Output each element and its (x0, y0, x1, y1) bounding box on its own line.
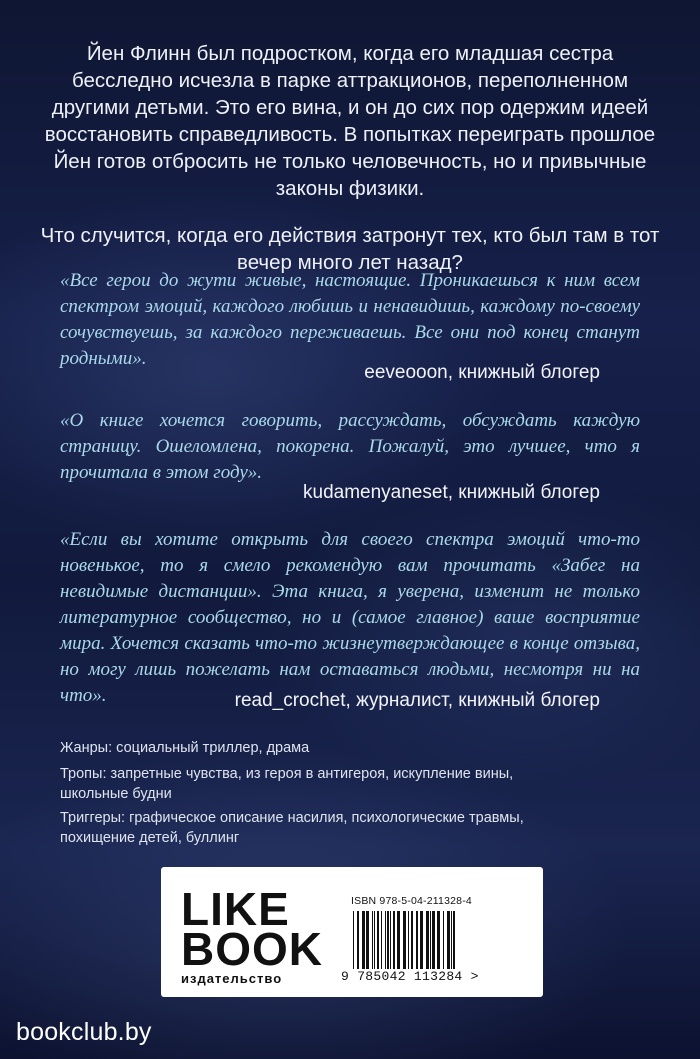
barcode-bar (387, 911, 389, 969)
isbn-label: ISBN 978-5-04-211328-4 (351, 895, 472, 907)
barcode-bar (453, 911, 455, 969)
barcode-bar (390, 911, 391, 969)
barcode-bar (408, 911, 409, 969)
book-blurb (40, 40, 660, 276)
genres-line: Жанры: социальный триллер, драма (60, 740, 310, 756)
barcode-bar (426, 911, 429, 969)
barcode-bar (416, 911, 418, 969)
barcode-bar (393, 911, 395, 969)
publisher-logo (181, 883, 323, 986)
blurb-paragraph-1: Йен Флинн был подростком, когда его младшая сестра бесследно исчезла в парке аттракционов, переполненном другими детьми. Это его вина, и он до сих пор одержим идеей восстановить справедливость. В попытках переиграть прошлое Йен готов отбросить не только человечность, но и привычные законы физики. (44, 42, 656, 200)
barcode-bar (385, 911, 386, 969)
barcode-bar (377, 911, 379, 969)
barcode-bar (366, 911, 369, 969)
barcode-bar (443, 911, 444, 969)
barcode-digits: 9 785042 113284 > (341, 969, 479, 984)
barcode-panel (161, 867, 543, 997)
barcode-bar (432, 911, 435, 969)
barcode-image (351, 911, 516, 969)
review-attribution-2: kudamenyaneset, книжный блогер (303, 482, 600, 503)
review-quote-2: «О книге хочется говорить, рассуждать, обсуждать каждую страницу. Ошеломлена, покорена. Пожалуй, это лучшее, что я прочитала в этом году». (60, 410, 640, 483)
logo-line-1: LIKE (181, 883, 290, 935)
barcode-bar (397, 911, 400, 969)
barcode-bar (362, 911, 365, 969)
logo-line-2: BOOK (181, 923, 323, 975)
site-watermark: bookclub.by (16, 1018, 152, 1046)
barcode-bar (381, 911, 382, 969)
barcode-bar (430, 911, 431, 969)
barcode-bar (411, 911, 413, 969)
review-attribution-1: eeveooon, книжный блогер (364, 362, 600, 383)
triggers-line: Триггеры: графическое описание насилия, психологические травмы, похищение детей, буллинг (60, 810, 524, 846)
blurb-paragraph-2: Что случится, когда его действия затронут тех, кто был там в тот вечер много лет назад? (40, 224, 660, 274)
logo-subtitle: издательство (181, 971, 283, 986)
review-quote-1: «Все герои до жути живые, настоящие. Проникаешься к ним всем спектром эмоций, каждого любишь и ненавидишь, каждому по-своему сочувствуешь, за каждого переживаешь. Все они под конец станут родными». (60, 270, 640, 369)
review-quote-3: «Если вы хотите открыть для своего спектра эмоций что-то новенькое, то я смело рекомендую вам прочитать «Забег на невидимые дистанции». Эта книга, я уверена, изменит не только литературное сообщество, но и (самое главное) ваше восприятие мира. Хочется сказать что-то жизнеутверждающее в конце отзыва, но могу лишь пожелать нам оставаться людьми, несмотря ни на что». (60, 529, 640, 706)
review-attribution-3: read_crochet, журналист, книжный блогер (234, 690, 600, 711)
barcode-bar (437, 911, 440, 969)
barcode-bar (420, 911, 423, 969)
barcode-bar (357, 911, 359, 969)
tropes-line: Тропы: запретные чувства, из героя в антигероя, искупление вины, школьные будни (60, 766, 514, 802)
barcode-bar (403, 911, 406, 969)
barcode-bar (372, 911, 373, 969)
barcode-bar (447, 911, 450, 969)
barcode-bar (451, 911, 452, 969)
barcode-bar (374, 911, 375, 969)
barcode-bar (353, 911, 354, 969)
